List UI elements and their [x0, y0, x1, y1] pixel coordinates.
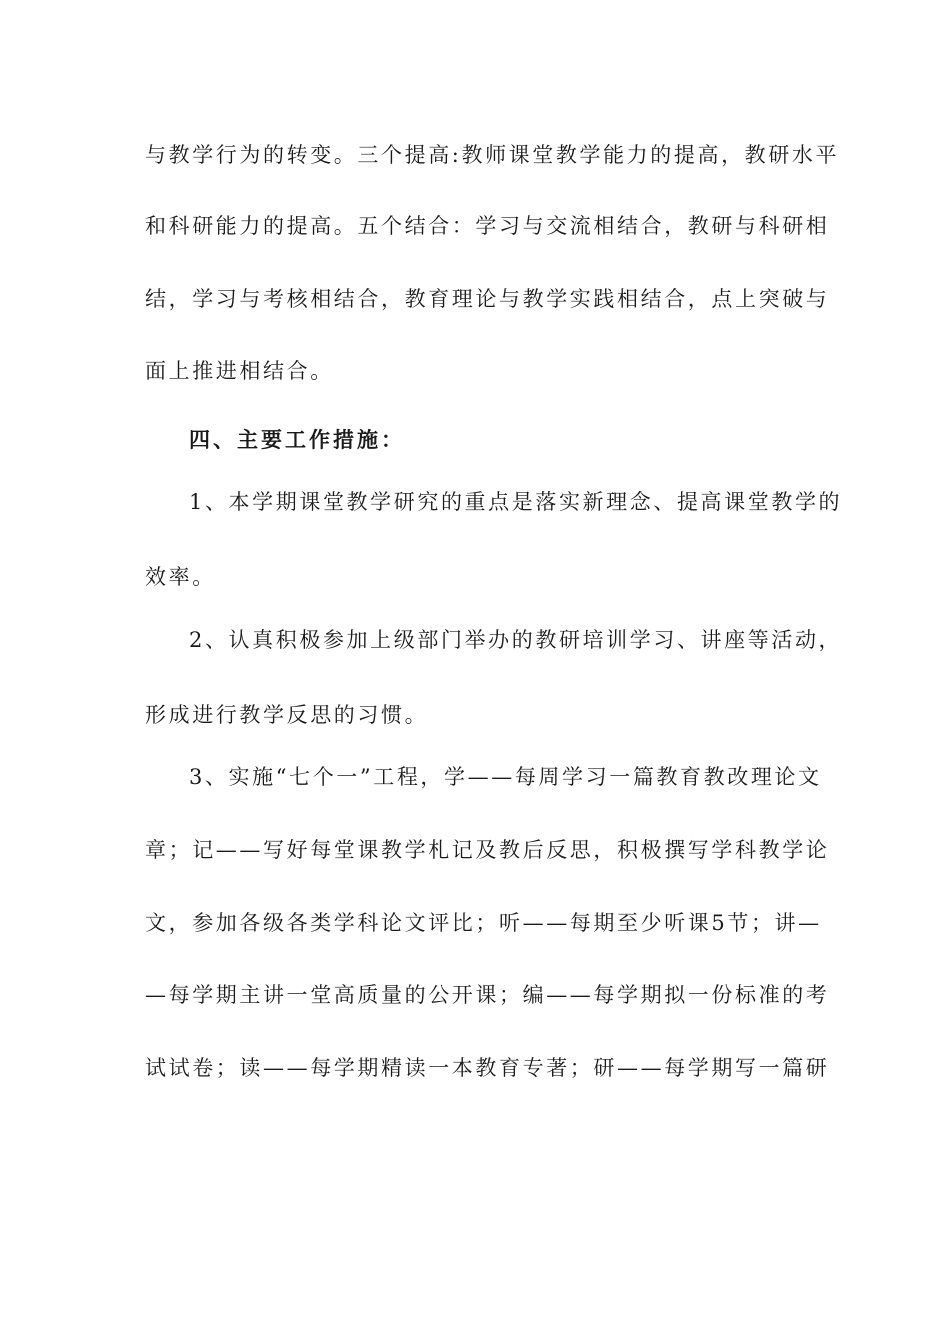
section-heading: 四、主要工作措施：	[189, 427, 405, 452]
list-item-3-line: 试试卷；读——每学期精读一本教育专著；研——每学期写一篇研	[145, 1056, 830, 1080]
paragraph-line: 与教学行为的转变。三个提高:教师课堂教学能力的提高，教研水平	[145, 143, 840, 167]
paragraph-line: 和科研能力的提高。五个结合：学习与交流相结合，教研与科研相	[145, 214, 830, 238]
list-item-3-line: 3、实施“七个一”工程，学——每周学习一篇教育教改理论文	[189, 765, 822, 789]
paragraph-line: 面上推进相结合。	[145, 359, 334, 383]
list-item-3-line: 文，参加各级各类学科论文评比；听——每期至少听课5节；讲—	[145, 911, 822, 935]
list-item-1-line: 1、本学期课堂教学研究的重点是落实新理念、提高课堂教学的	[189, 490, 843, 514]
list-item-3-line: 章；记——写好每堂课教学札记及教后反思，积极撰写学科教学论	[145, 838, 830, 862]
paragraph-line: 结，学习与考核相结合，教育理论与教学实践相结合，点上突破与	[145, 287, 830, 311]
list-item-2-line: 2、认真积极参加上级部门举办的教研培训学习、讲座等活动，	[189, 628, 843, 652]
list-item-2-line: 形成进行教学反思的习惯。	[145, 703, 429, 727]
list-item-1-line: 效率。	[145, 565, 216, 589]
list-item-3-line: —每学期主讲一堂高质量的公开课；编——每学期拟一份标准的考	[145, 983, 830, 1007]
